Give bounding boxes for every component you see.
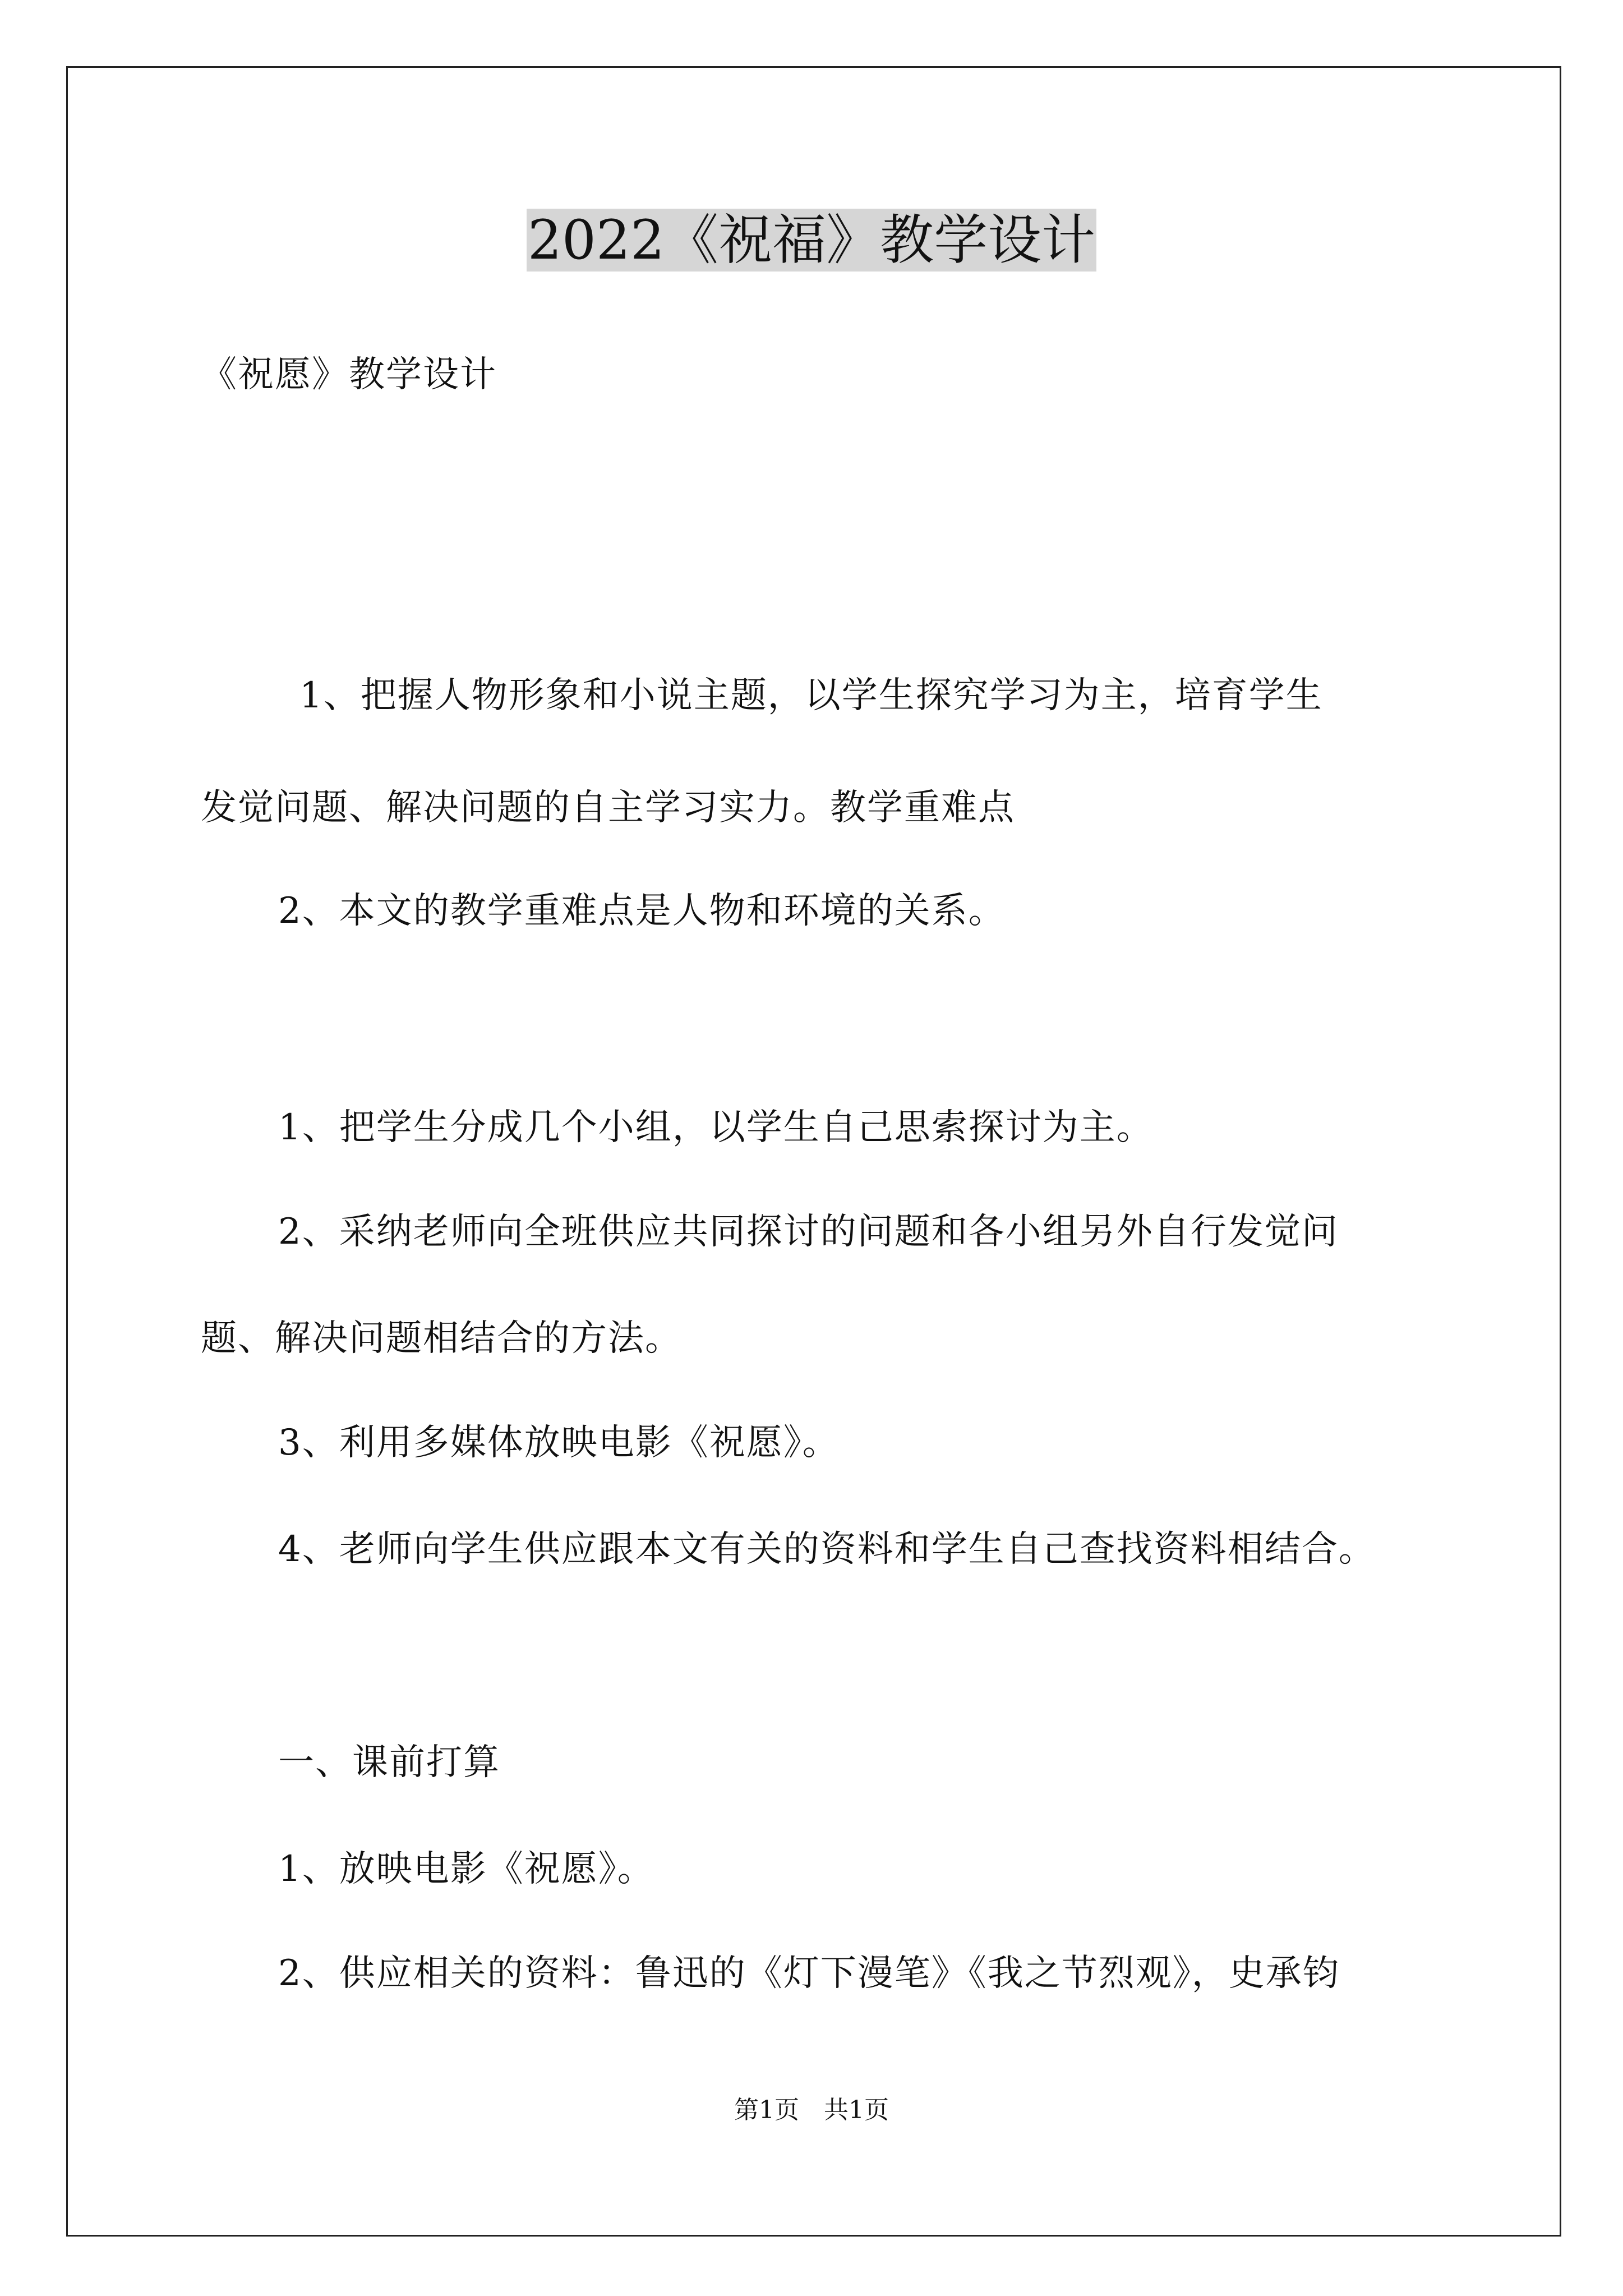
paragraph-line: 2、采纳老师向全班供应共同探讨的问题和各小组另外自行发觉问 — [278, 1211, 1339, 1253]
paragraph-line: 4、老师向学生供应跟本文有关的资料和学生自己查找资料相结合。 — [278, 1529, 1376, 1570]
paragraph-line: 2、供应相关的资料：鲁迅的《灯下漫笔》《我之节烈观》，史承钧 — [278, 1953, 1340, 1994]
paragraph-line: 1、放映电影《祝愿》。 — [278, 1848, 654, 1890]
paragraph-line: 1、把学生分成几个小组，以学生自己思索探讨为主。 — [278, 1107, 1154, 1148]
page-footer: 第1页 共1页 — [734, 2096, 889, 2124]
paragraph-line: 3、利用多媒体放映电影《祝愿》。 — [278, 1422, 840, 1464]
section-heading: 一、课前打算 — [278, 1742, 500, 1783]
paragraph-line: 发觉问题、解决问题的自主学习实力。教学重难点 — [201, 787, 1015, 829]
document-title — [0, 201, 1623, 279]
paragraph-line: 题、解决问题相结合的方法。 — [201, 1318, 682, 1359]
paragraph-line: 1、把握人物形象和小说主题，以学生探究学习为主，培育学生 — [299, 675, 1323, 716]
document-title-text: 2022《祝福》教学设计 — [527, 209, 1096, 272]
document-subtitle: 《祝愿》教学设计 — [201, 354, 497, 395]
paragraph-line: 2、本文的教学重难点是人物和环境的关系。 — [278, 890, 1006, 932]
